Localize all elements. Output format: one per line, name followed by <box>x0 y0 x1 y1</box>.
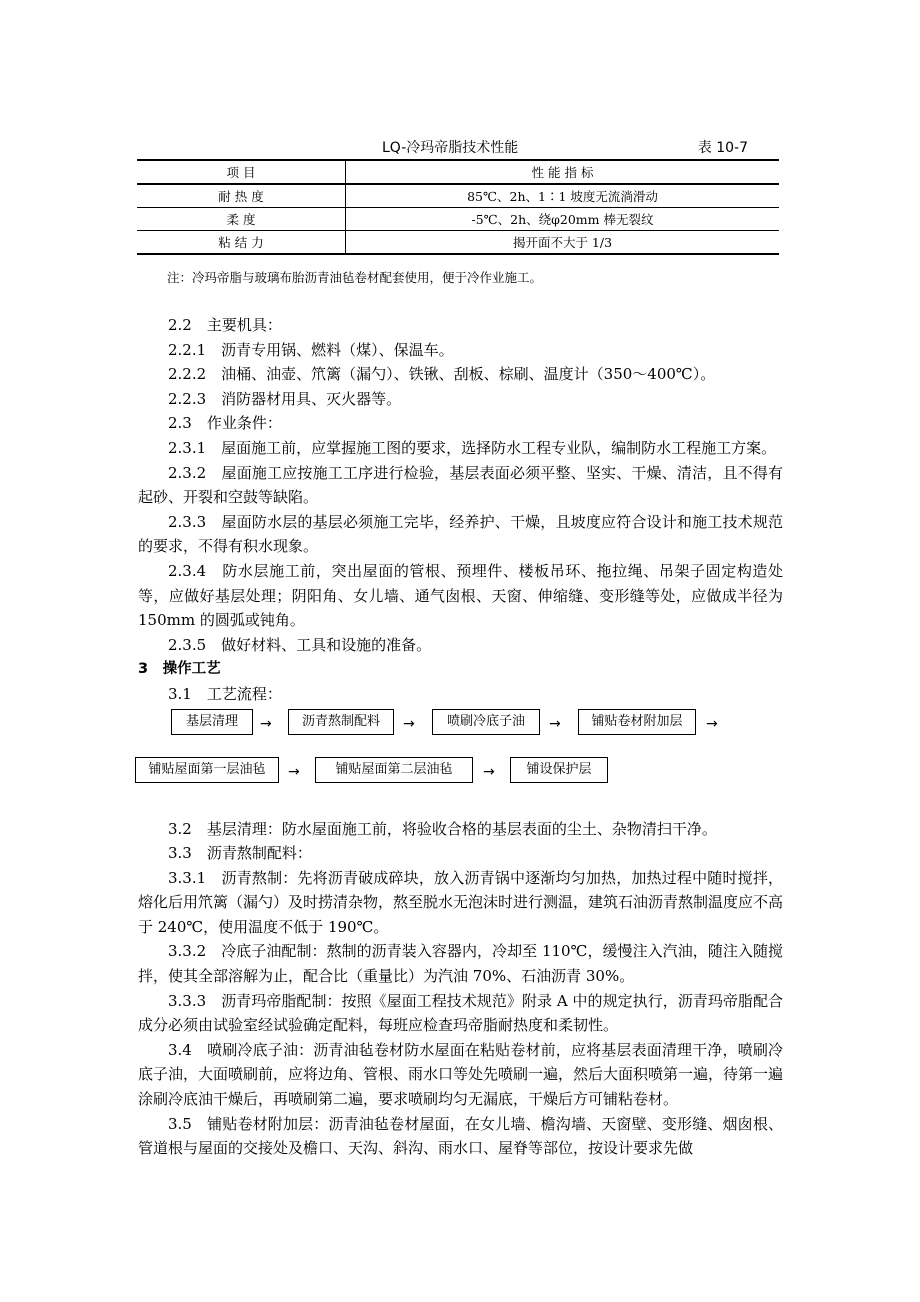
flow-arrow: → <box>706 715 718 732</box>
flow-arrow: → <box>288 763 300 780</box>
row-value: 85℃、2h、1∶1 坡度无流淌滑动 <box>346 184 780 208</box>
table-row <box>137 184 779 208</box>
flow-arrow: → <box>549 715 561 732</box>
para-2-3-5: 2.3.5 做好材料、工具和设施的准备。 <box>168 635 432 654</box>
table-row <box>137 231 779 255</box>
para-3-3: 3.3 沥青熬制配料： <box>168 844 312 863</box>
header-value: 性 能 指 标 <box>346 160 780 184</box>
flow-step-4: 铺贴卷材附加层 <box>578 709 696 735</box>
flow-arrow: → <box>260 715 272 732</box>
section-heading-3: 3 操作工艺 <box>138 661 221 678</box>
performance-table <box>137 159 779 255</box>
flow-step-6: 铺贴屋面第二层油毡 <box>315 757 473 783</box>
document-body <box>138 313 783 1161</box>
table-row <box>137 208 779 231</box>
para-3-3-1: 3.3.1 沥青熬制：先将沥青破成碎块，放入沥青锅中逐渐均匀加热，加热过程中随时搅拌，熔化后用笊篱（漏勺）及时捞清杂物，熬至脱水无泡沫时进行测温，建筑石油沥青熬制温度应不高于 240℃，使用温度不低于 190℃。 <box>138 868 784 936</box>
para-3-5: 3.5 铺贴卷材附加层：沥青油毡卷材屋面，在女儿墙、檐沟墙、天窗壁、变形缝、烟囱根、管道根与屋面的交接处及檐口、天沟、斜沟、雨水口、屋脊等部位，按设计要求先做 <box>138 1114 783 1158</box>
flow-step-1: 基层清理 <box>171 709 253 735</box>
row-item: 柔 度 <box>226 212 256 227</box>
flow-step-7: 铺设保护层 <box>510 757 608 783</box>
table-number: 表 10-7 <box>697 140 748 156</box>
header-item: 项 目 <box>226 165 256 180</box>
para-2-3-3: 2.3.3 屋面防水层的基层必须施工完毕，经养护、干燥，且坡度应符合设计和施工技术规范的要求，不得有积水现象。 <box>138 512 783 556</box>
flow-arrow: → <box>483 763 495 780</box>
para-2-3-1: 2.3.1 屋面施工前，应掌握施工图的要求，选择防水工程专业队，编制防水工程施工方案。 <box>168 438 777 457</box>
para-3-2: 3.2 基层清理：防水屋面施工前，将验收合格的基层表面的尘土、杂物清扫干净。 <box>168 819 717 838</box>
para-3-1: 3.1 工艺流程： <box>168 684 282 703</box>
para-2-2-2: 2.2.2 油桶、油壶、笊篱（漏勺）、铁锹、刮板、棕刷、温度计（350～400℃）。 <box>168 365 716 384</box>
para-2-3: 2.3 作业条件： <box>168 414 282 433</box>
para-2-3-2: 2.3.2 屋面施工应按施工工序进行检验，基层表面必须平整、坚实、干燥、清洁，且不得有起砂、开裂和空鼓等缺陷。 <box>138 463 783 507</box>
table-note: 注：冷玛帝脂与玻璃布胎沥青油毡卷材配套使用，便于冷作业施工。 <box>167 270 543 285</box>
row-item: 粘 结 力 <box>218 235 264 250</box>
row-value: 揭开面不大于 1/3 <box>346 231 780 255</box>
flow-step-3: 喷刷冷底子油 <box>432 709 540 735</box>
flow-step-5: 铺贴屋面第一层油毡 <box>135 757 279 783</box>
flow-step-2: 沥青熬制配料 <box>288 709 394 735</box>
table-header-row <box>137 160 779 184</box>
para-2-3-4: 2.3.4 防水层施工前，突出屋面的管根、预埋件、楼板吊环、拖拉绳、吊架子固定构造处等，应做好基层处理；阴阳角、女儿墙、通气囱根、天窗、伸缩缝、变形缝等处，应做成半径为 150mm 的圆弧或钝角。 <box>138 561 783 630</box>
para-3-3-3: 3.3.3 沥青玛帝脂配制：按照《屋面工程技术规范》附录 A 中的规定执行，沥青玛帝脂配合成分必须由试验室经试验确定配料，每班应检查玛帝脂耐热度和柔韧性。 <box>138 991 783 1035</box>
para-3-3-2: 3.3.2 冷底子油配制：熬制的沥青装入容器内，冷却至 110℃，缓慢注入汽油，随注入随搅拌，使其全部溶解为止，配合比（重量比）为汽油 70%、石油沥青 30%。 <box>138 942 783 986</box>
para-3-4: 3.4 喷刷冷底子油：沥青油毡卷材防水屋面在粘贴卷材前，应将基层表面清理干净，喷刷冷底子油，大面喷刷前，应将边角、管根、雨水口等处先喷刷一遍，然后大面积喷第一遍，待第一遍涂刷冷底油干燥后，再喷刷第二遍，要求喷刷均匀无漏底，干燥后方可铺粘卷材。 <box>138 1040 784 1109</box>
row-value: -5℃、2h、绕φ20mm 棒无裂纹 <box>346 208 780 231</box>
row-item: 耐 热 度 <box>218 189 264 204</box>
para-2-2-1: 2.2.1 沥青专用锅、燃料（煤）、保温车。 <box>168 340 454 359</box>
table-caption <box>135 137 750 157</box>
process-flowchart <box>138 707 783 803</box>
para-2-2-3: 2.2.3 消防器材用具、灭火器等。 <box>168 389 402 408</box>
table-title: LQ-冷玛帝脂技术性能 <box>382 140 519 156</box>
para-2-2: 2.2 主要机具： <box>168 316 282 334</box>
flow-arrow: → <box>403 715 415 732</box>
